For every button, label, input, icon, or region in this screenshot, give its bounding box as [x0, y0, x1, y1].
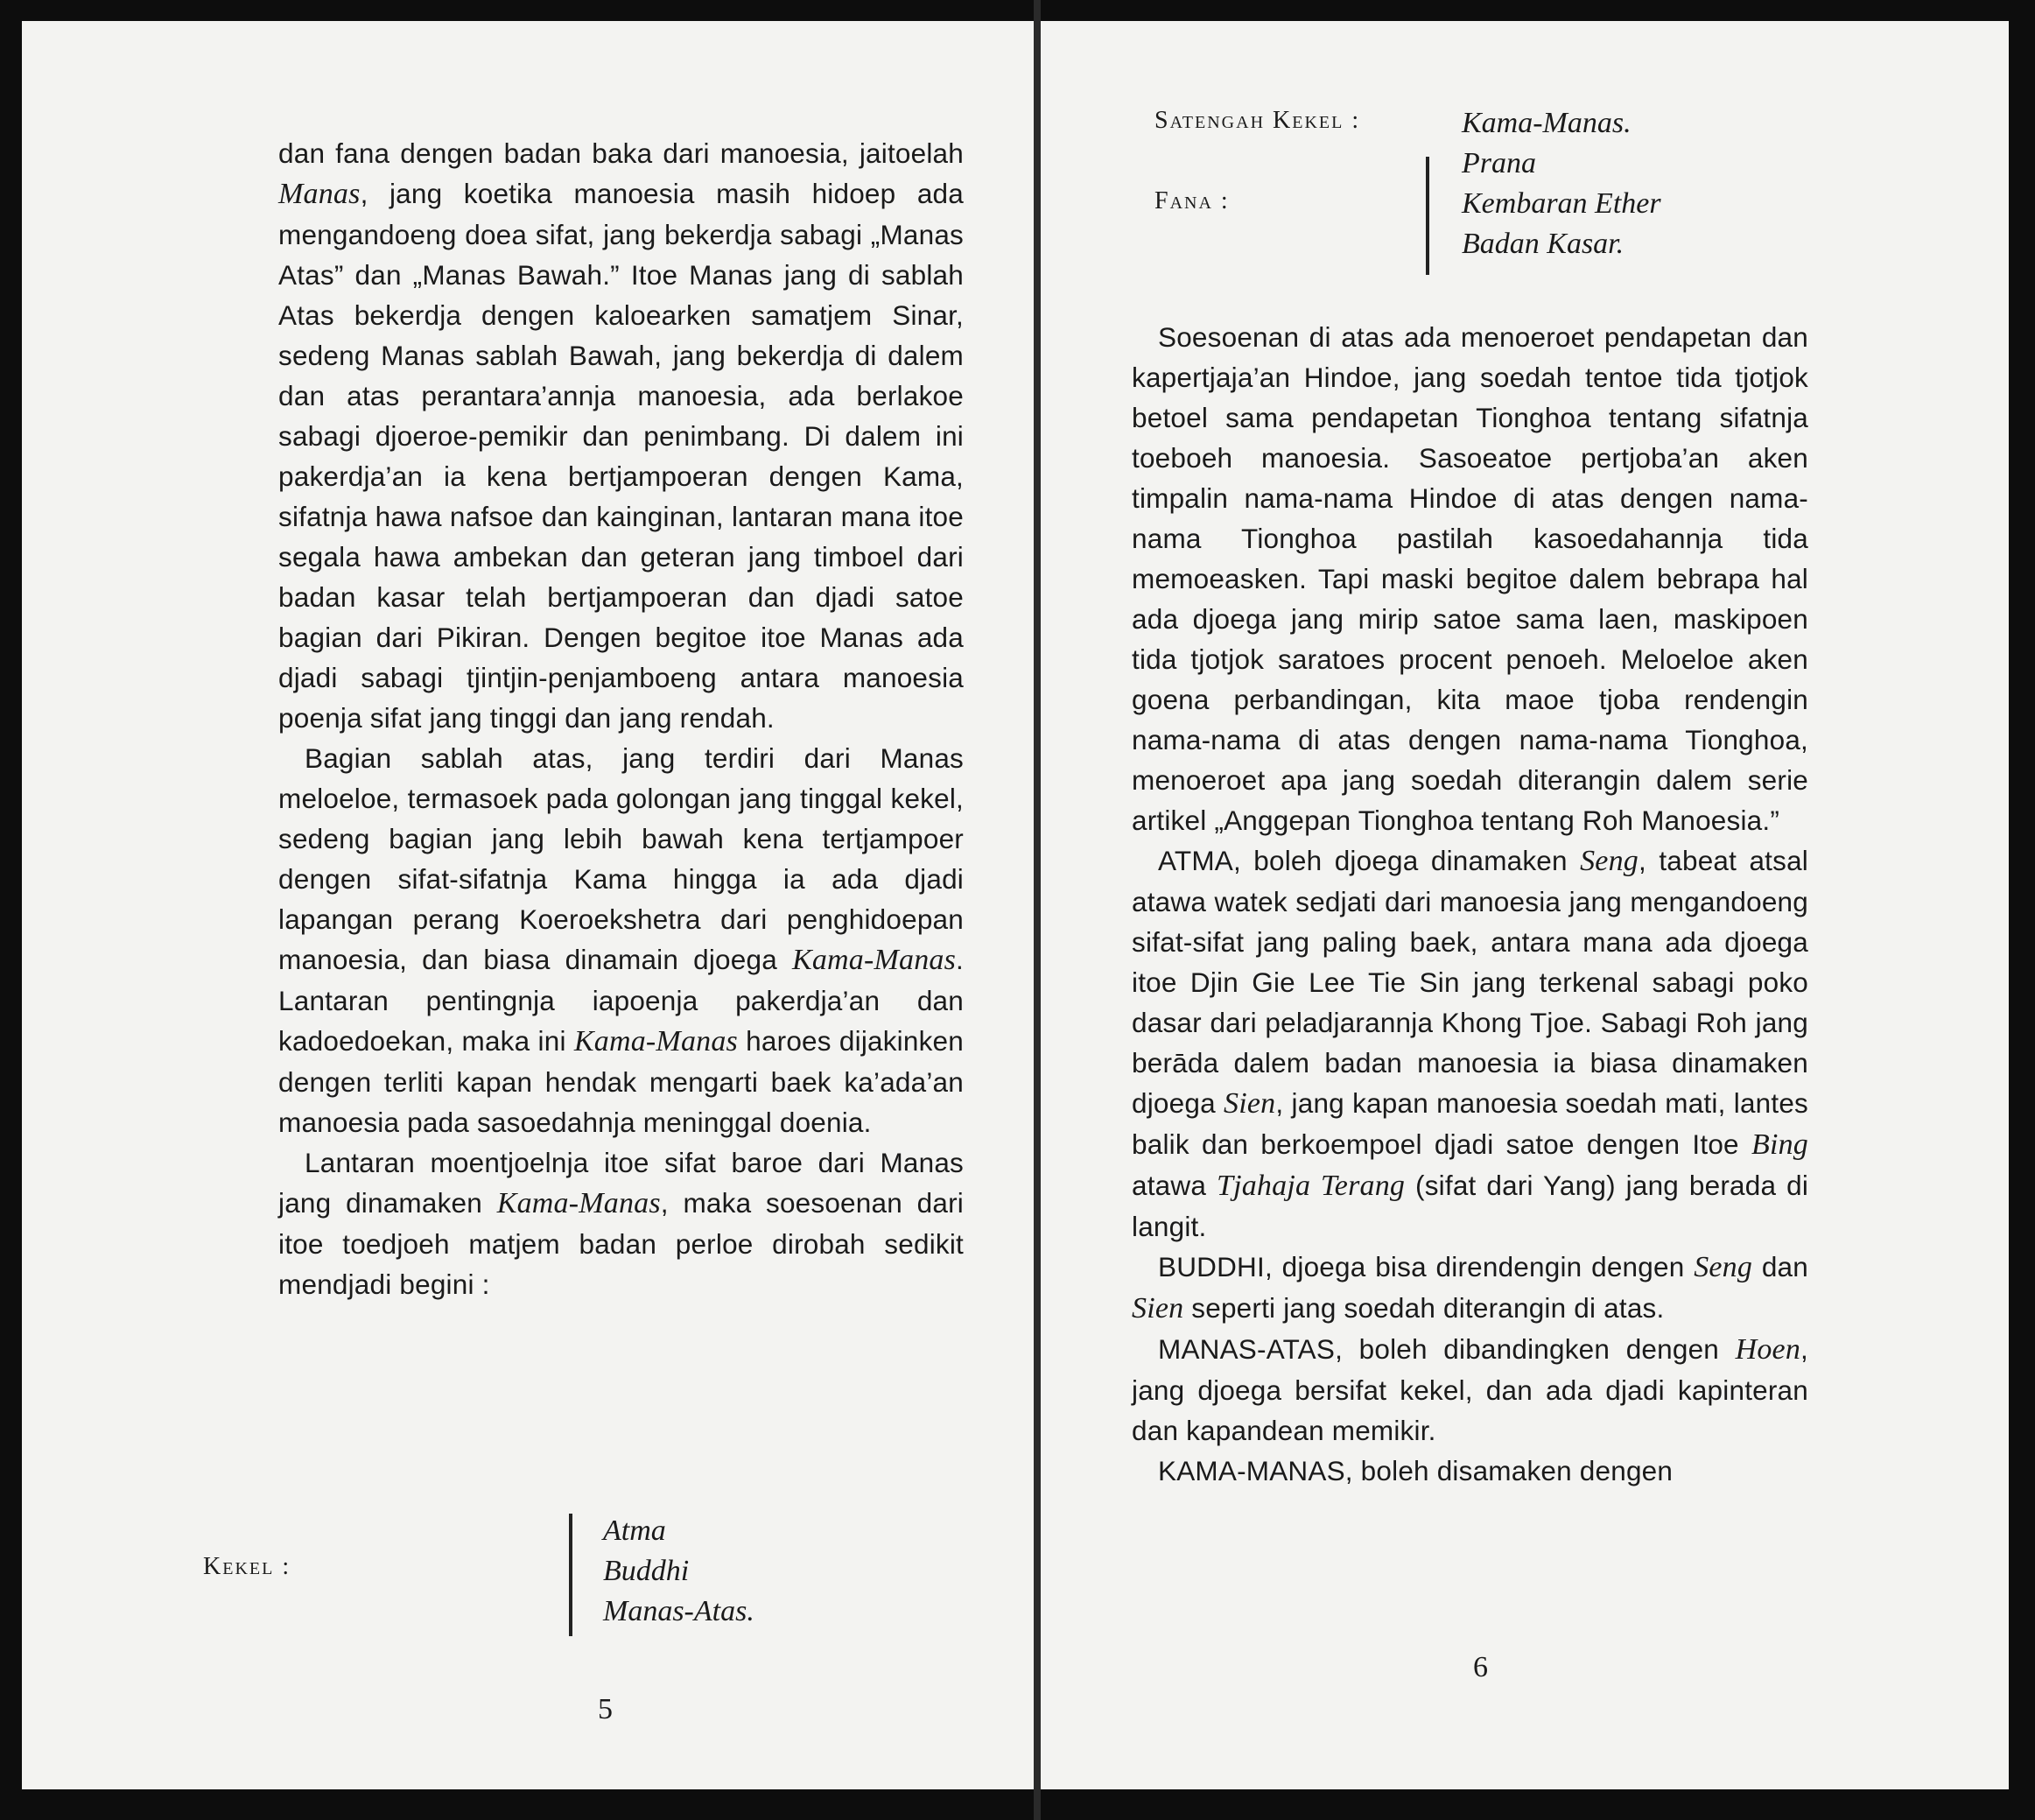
kekel-item: Buddhi — [603, 1555, 690, 1587]
text-run: haroes dijakinken dengen terliti kapan hendak mengarti baek ka’ada’an manoesia pada sasoedahnja meninggal doenia. — [278, 1025, 964, 1138]
fana-item: Badan Kasar. — [1462, 228, 1624, 260]
text-run: (sifat dari Yang) jang berada di langit. — [1132, 1170, 1809, 1242]
text-run: , jang koetika manoesia masih hidoep ada mengandoeng doea sifat, jang bekerdja sabagi „Manas Atas” dan „Manas Bawah.” Itoe Manas jang di sablah Atas bekerdja dengen kaloearken samatjem Sinar, sedeng Manas sablah Bawah, jang bekerdja di dalem dan atas perantara’annja manoesia, ada berlakoe sabagi djoeroe-pemikir dan penimbang. Di dalem ini pakerdja’an ia kena bertjampoeran dengen Kama, sifatnja hawa nafsoe dan kainginan, lantaran mana itoe segala hawa ambekan dan geteran jang timboel dari badan kasar telah bertjampoeran dan djadi satoe bagian dari Pikiran. Dengen begitoe itoe Manas ada djadi sabagi tjintjin-penjamboeng antara manoesia poenja sifat jang tinggi dan jang rendah. — [278, 178, 964, 734]
page-number-left: 5 — [598, 1693, 613, 1725]
text-run: , tabeat atsal atawa watek sedjati dari manoesia jang mengandoeng sifat-sifat jang paling baek, antara mana ada djoega itoe Djin Gie Lee Tie Sin jang terkenal sabagi poko dasar dari peladjarannja Khong Tjoe. Sabagi Roh jang berāda dalem badan manoesia ia biasa dinamaken djoega — [1132, 845, 1808, 1119]
kekel-item: Manas-Atas. — [603, 1595, 754, 1627]
fana-item: Prana — [1462, 147, 1536, 179]
fana-item: Kembaran Ether — [1462, 187, 1661, 220]
italic-term: Kama-Manas — [791, 944, 957, 976]
right-page — [1041, 21, 2009, 1789]
italic-term: Kama-Manas — [496, 1187, 661, 1219]
italic-term: Bing — [1751, 1128, 1808, 1161]
text-run: ATMA, boleh djoega dinamaken — [1158, 845, 1581, 876]
text-run: , jang djoega bersifat kekel, dan ada djadi kapinteran dan kapandean memikir. — [1132, 1333, 1808, 1446]
right-paragraph — [1132, 317, 1808, 840]
right-paragraph — [1132, 1451, 1808, 1491]
text-run: Lantaran moentjoelnja itoe sifat baroe dari Manas jang dinamaken — [278, 1147, 964, 1219]
kekel-item: Atma — [603, 1514, 666, 1547]
italic-term: Kama-Manas — [573, 1025, 738, 1058]
text-run: MANAS-ATAS, boleh dibandingken dengen — [1158, 1333, 1736, 1365]
book-spine — [1034, 0, 1041, 1820]
italic-term: Manas — [278, 178, 361, 210]
text-run: Bagian sablah atas, jang terdiri dari Manas meloeloe, termasoek pada golongan jang tinggal kekel, sedeng bagian jang lebih bawah kena tertjampoer dengen sifat-sifatnja Kama hingga ia ada djadi lapangan perang Koeroekshetra dari penghidoepan manoesia, dan biasa dinamain djoega — [278, 742, 964, 975]
right-paragraph — [1132, 1247, 1808, 1329]
italic-term: Hoen — [1735, 1333, 1801, 1366]
text-run: Soesoenan di atas ada menoeroet pendapetan dan kapertjaja’an Hindoe, jang soedah tentoe tida tjotjok betoel sama pendapetan Tionghoa tentang sifatnja toeboeh manoesia. Sasoeatoe pertjoba’an aken timpalin nama-nama Hindoe di atas dengen nama-nama Tionghoa pastilah kasoedahannja tida memoeasken. Tapi maski begitoe dalem bebrapa hal ada djoega jang mirip satoe sama laen, maskipoen tida tjotjok saratoes procent penoeh. Meloeloe aken goena perbandingan, kita maoe tjoba rendengin nama-nama di atas dengen nama-nama Tionghoa, menoeroet apa jang soedah diterangin dalem serie artikel „Anggepan Tionghoa tentang Roh Manoesia.” — [1132, 321, 1808, 836]
left-paragraph — [278, 738, 964, 1142]
text-run: BUDDHI, djoega bisa direndengin dengen — [1158, 1251, 1695, 1282]
italic-term: Seng — [1694, 1251, 1753, 1283]
kekel-list — [603, 1511, 754, 1632]
text-run: . Lantaran pentingnja iapoenja pakerdja’an dan kadoedoekan, maka ini — [278, 944, 964, 1057]
fana-bracket — [1426, 157, 1429, 275]
text-run: dan — [1752, 1251, 1808, 1282]
right-paragraph — [1132, 1329, 1808, 1451]
right-page-body — [1132, 317, 1808, 1491]
right-paragraph — [1132, 840, 1808, 1247]
text-run: , jang kapan manoesia soedah mati, lantes balik dan berkoempoel djadi satoe dengen Itoe — [1132, 1087, 1808, 1160]
left-page-body — [278, 133, 964, 1304]
text-run: , maka soesoenan dari itoe toedjoeh matjem badan perloe dirobah sedikit mendjadi begini : — [278, 1187, 964, 1300]
italic-term: Tjahaja Terang — [1216, 1170, 1406, 1202]
page-number-right: 6 — [1473, 1651, 1488, 1683]
satengah-fana-list — [1462, 103, 1661, 264]
text-run: seperti jang soedah diterangin di atas. — [1183, 1292, 1665, 1324]
left-paragraph — [278, 1142, 964, 1304]
kekel-bracket — [569, 1514, 572, 1636]
kekel-label: Kekel : — [203, 1553, 291, 1580]
satengah-item: Kama-Manas. — [1462, 107, 1632, 139]
left-paragraph — [278, 133, 964, 738]
fana-label: Fana : — [1154, 187, 1230, 214]
left-page — [22, 21, 1034, 1789]
text-run: atawa — [1132, 1170, 1217, 1201]
italic-term: Sien — [1224, 1087, 1276, 1120]
italic-term: Seng — [1580, 845, 1639, 877]
text-run: dan fana dengen badan baka dari manoesia, jaitoelah — [278, 137, 964, 169]
text-run: KAMA-MANAS, boleh disamaken dengen — [1158, 1455, 1674, 1486]
italic-term: Sien — [1132, 1292, 1184, 1325]
satengah-kekel-label: Satengah Kekel : — [1154, 107, 1361, 134]
